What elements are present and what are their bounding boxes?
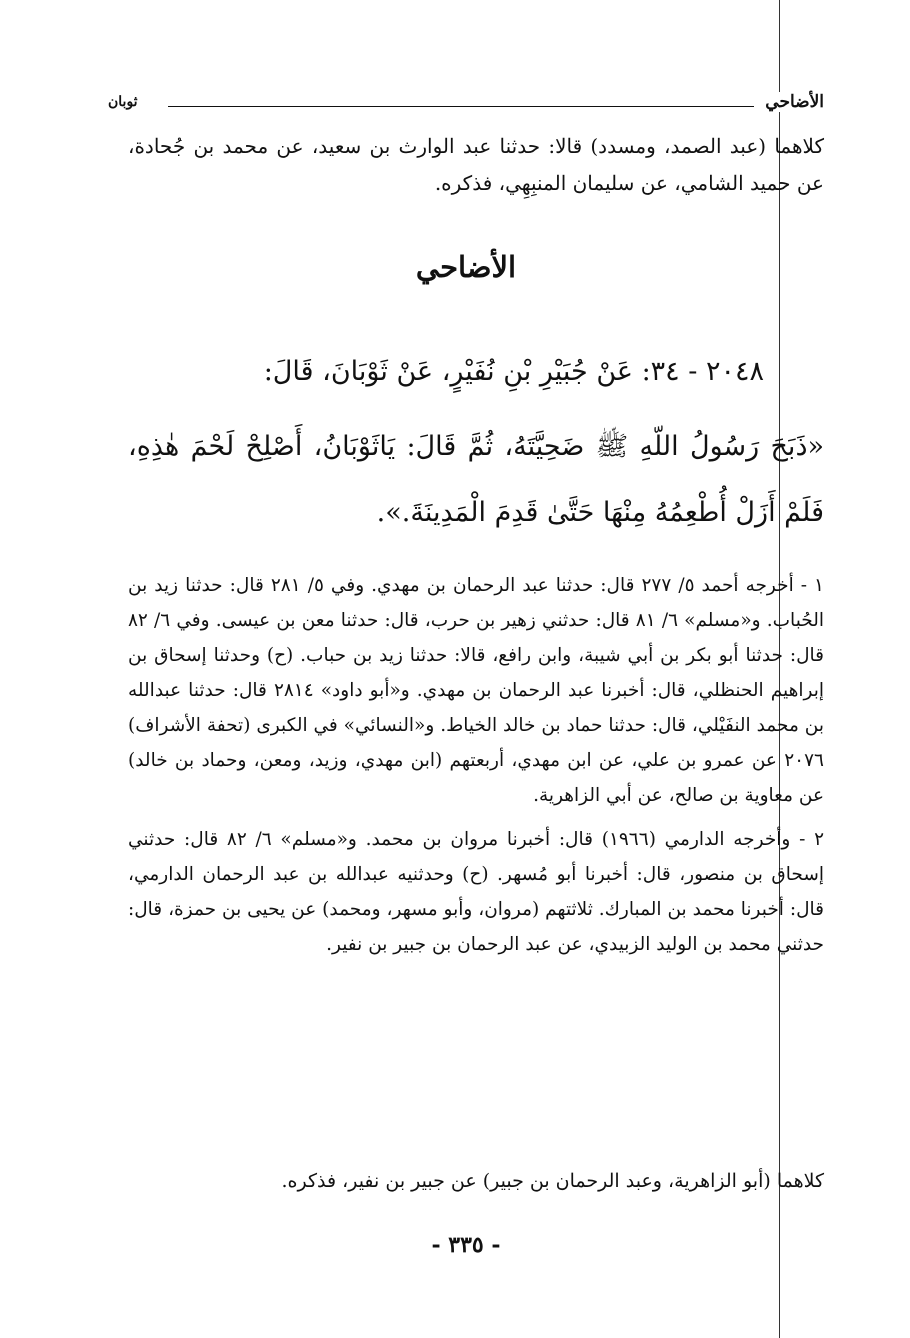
hadith-heading: ٢٠٤٨ - ٣٤: عَنْ جُبَيْرِ بْنِ نُفَيْرٍ، عَنْ ثَوْبَانَ، قَالَ: (263, 356, 764, 387)
running-header (108, 92, 824, 116)
intro-text: كلاهما (عبد الصمد، ومسدد) قالا: حدثنا عبد الوارث بن سعيد، عن محمد بن جُحادة، عن حميد الشامي، عن سليمان المنبِهِي، فذكره. (128, 134, 824, 195)
hadith-text: «ذَبَحَ رَسُولُ اللّهِ ﷺ ضَحِيَّتَهُ، ثُمَّ قَالَ: يَاثَوْبَانُ، أَصْلِحْ لَحْمَ هٰذِهِ، فَلَمْ أَزَلْ أُطْعِمُهُ مِنْهَا حَتَّىٰ قَدِمَ الْمَدِينَةَ.». (128, 431, 824, 528)
footnote-1: ١ - أخرجه أحمد ٥/ ٢٧٧ قال: حدثنا عبد الرحمان بن مهدي. وفي ٥/ ٢٨١ قال: حدثنا زيد بن الحُباب. و«مسلم» ٦/ ٨١ قال: حدثني زهير بن حرب، قال: حدثنا معن بن عيسى. وفي ٦/ ٨٢ قال: حدثنا أبو بكر بن أبي شيبة، وابن رافع، قالا: حدثنا زيد بن حباب. (ح) وحدثنا إسحاق بن إبراهيم الحنظلي، قال: أخبرنا عبد الرحمان بن مهدي. و«أبو داود» ٢٨١٤ قال: حدثنا عبدالله بن محمد النفَيْلي، قال: حدثنا حماد بن خالد الخياط. و«النسائي» في الكبرى (تحفة الأشراف) ٢٠٧٦ عن عمرو بن علي، عن ابن مهدي، أربعتهم (ابن مهدي، وزيد، ومعن، وحماد بن خالد) عن معاوية بن صالح، عن أبي الزاهرية. (128, 575, 824, 806)
footnote-2: ٢ - وأخرجه الدارمي (١٩٦٦) قال: أخبرنا مروان بن محمد. و«مسلم» ٦/ ٨٢ قال: حدثني إسحاق بن منصور، قال: أخبرنا أبو مُسهر. (ح) وحدثنيه عبدالله بن عبد الرحمان الدارمي، قال: أخبرنا محمد بن المبارك. ثلاثتهم (مروان، وأبو مسهر، ومحمد) عن يحيى بن حمزة، قال: حدثني محمد بن الوليد الزبيدي، عن عبد الرحمان بن جبير بن نفير. (128, 829, 824, 955)
page-number: - ٣٣٥ - (431, 1232, 501, 1258)
header-chapter: الأضاحي (761, 92, 824, 112)
section-title: الأضاحي (415, 250, 517, 284)
footnotes (128, 568, 824, 971)
conclusion-text: كلاهما (أبو الزاهرية، وعبد الرحمان بن جبير) عن جبير بن نفير، فذكره. (281, 1170, 824, 1192)
header-rule (168, 106, 754, 107)
header-narrator: ثوبان (108, 94, 142, 110)
intro-paragraph (128, 128, 824, 202)
